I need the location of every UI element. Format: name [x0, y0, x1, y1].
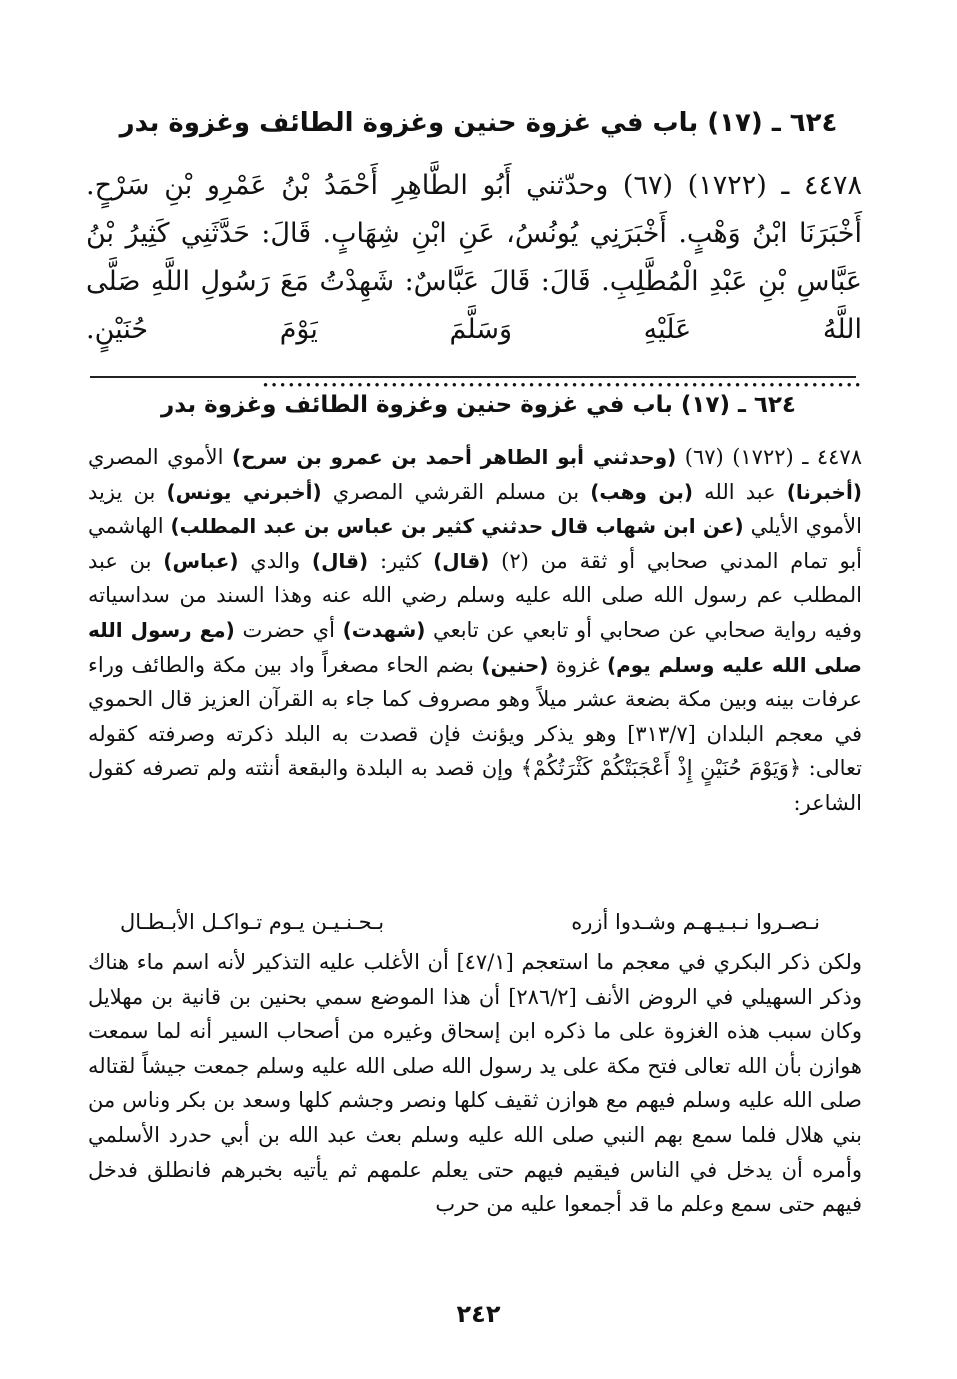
commentary-text: الأموي المصري	[88, 445, 232, 469]
hadith-text-block	[86, 162, 862, 402]
commentary-text: الهاشمي أبو تمام المدني صحابي أو ثقة من (٢)	[88, 514, 862, 573]
quoted-hadith-text: (شهدت)	[342, 617, 426, 642]
poem-verse	[120, 902, 820, 942]
commentary-paragraph-2: ولكن ذكر البكري في معجم ما استعجم [٤٧/١] أن الأغلب عليه التذكير لأنه اسم ماء هناك وذكر السهيلي في الروض الأنف [٢٨٦/٢] أن هذا الموضع سمي بحنين بن قانية بن مهلايل وكان سبب هذه الغزوة على ما ذكره ابن إسحاق وغيره من أصحاب السير أنه لما سمعت هوازن بأن الله تعالى فتح مكة على يد رسول الله صلى الله عليه وسلم جمعت جيشاً لقتاله صلى الله عليه وسلم فيهم مع هوازن ثقيف كلها ونصر وجشم كلها وسعد بن بكر وناس من بني هلال فلما سمع بهم النبي صلى الله عليه وسلم بعث عبد الله بن أبي حدرد الأسلمي وأمره أن يدخل في الناس فيقيم فيهم حتى يعلم علمهم ثم يأتيه بخبرهم فانطلق فدخل فيهم حتى سمع وعلم ما قد أجمعوا عليه من حرب	[88, 950, 862, 1217]
poem-first-hemistich: نـصـروا نـبـيـهـم وشـدوا أزره	[571, 910, 820, 934]
poem-second-hemistich: بـحـنـيـن يـوم تـواكـل الأبـطـال	[120, 910, 385, 934]
commentary-text: غزوة	[548, 652, 607, 677]
commentary-text: والدي	[238, 548, 312, 573]
quoted-hadith-text: (حنين)	[481, 652, 549, 677]
commentary-text: بضم الحاء مصغراً واد بين مكة والطائف وراء عرفات بينه وبين مكة بضعة عشر ميلاً وهو مصروف كما جاء به القرآن العزيز قال الحموي في معجم البلدان [٣١٣/٧] وهو يذكر ويؤنث فإن قصدت به البلد ذكرته وصرفته كقوله تعالى:	[88, 652, 862, 781]
hadith-text: ٤٤٧٨ ـ (١٧٢٢) (٦٧) وحدّثني أَبُو الطَّاهِرِ أَحْمَدُ بْنُ عَمْرِو بْنِ سَرْحٍ. أَخْبَرَنَا ابْنُ وَهْبٍ. أَخْبَرَنِي يُونُسُ، عَنِ ابْنِ شِهَابٍ. قَالَ: حَدَّثَنِي كَثِيرُ بْنُ عَبَّاسِ بْنِ عَبْدِ الْمُطَّلِبِ. قَالَ: قَالَ عَبَّاسٌ: شَهِدْتُ مَعَ رَسُولِ اللَّهِ صَلَّى اللَّهُ عَلَيْهِ وَسَلَّمَ يَوْمَ حُنَيْنٍ.	[86, 170, 862, 345]
commentary-text: عبد الله	[692, 479, 787, 504]
commentary-text: ﴿وَيَوْمَ حُنَيْنٍ إِذْ أَعْجَبَتْكُمْ كَثْرَتُكُمْ﴾	[520, 756, 802, 781]
quoted-hadith-text: (بن وهب)	[590, 479, 693, 504]
quoted-hadith-text: (مع رسول الله صلى الله عليه وسلم يوم)	[88, 617, 862, 677]
hadith-ellipsis: ......................................................................	[261, 362, 862, 393]
commentary-text: وإن قصد به البلدة والبقعة أنثته ولم تصرفه كقول الشاعر:	[88, 756, 862, 815]
commentary-text: بن يزيد الأموي الأيلي	[88, 479, 862, 539]
quoted-hadith-text: (أخبرني يونس)	[166, 479, 322, 504]
page-number: ٢٤٢	[456, 1300, 501, 1328]
quoted-hadith-text: (أخبرنا)	[786, 479, 862, 504]
commentary-heading: ٦٢٤ ـ (١٧) باب في غزوة حنين وغزوة الطائف وغزوة بدر	[161, 392, 796, 418]
quoted-hadith-text: (عن ابن شهاب قال حدثني كثير بن عباس بن عبد المطلب)	[170, 514, 744, 539]
commentary-text: ٤٤٧٨ ـ (١٧٢٢) (٦٧)	[676, 445, 862, 469]
section-divider	[90, 376, 856, 378]
quoted-hadith-text: (قال)	[433, 548, 490, 573]
commentary-text: بن مسلم القرشي المصري	[321, 479, 591, 504]
commentary-text: أي حضرت	[234, 617, 343, 642]
quoted-hadith-text: (عباس)	[163, 548, 239, 573]
commentary-text: كثير:	[368, 548, 434, 573]
quoted-hadith-text: (قال)	[311, 548, 369, 573]
chapter-heading: ٦٢٤ ـ (١٧) باب في غزوة حنين وغزوة الطائف وغزوة بدر	[119, 108, 838, 138]
quoted-hadith-text: (وحدثني أبو الطاهر أحمد بن عمرو بن سرح)	[231, 445, 677, 469]
commentary-text: بن عبد المطلب عم رسول الله صلى الله عليه وسلم رضي الله عنه وهذا السند من سداسياته وفيه رواية صحابي عن صحابي أو تابعي عن تابعي	[88, 548, 862, 642]
commentary-paragraph-1	[88, 440, 862, 821]
